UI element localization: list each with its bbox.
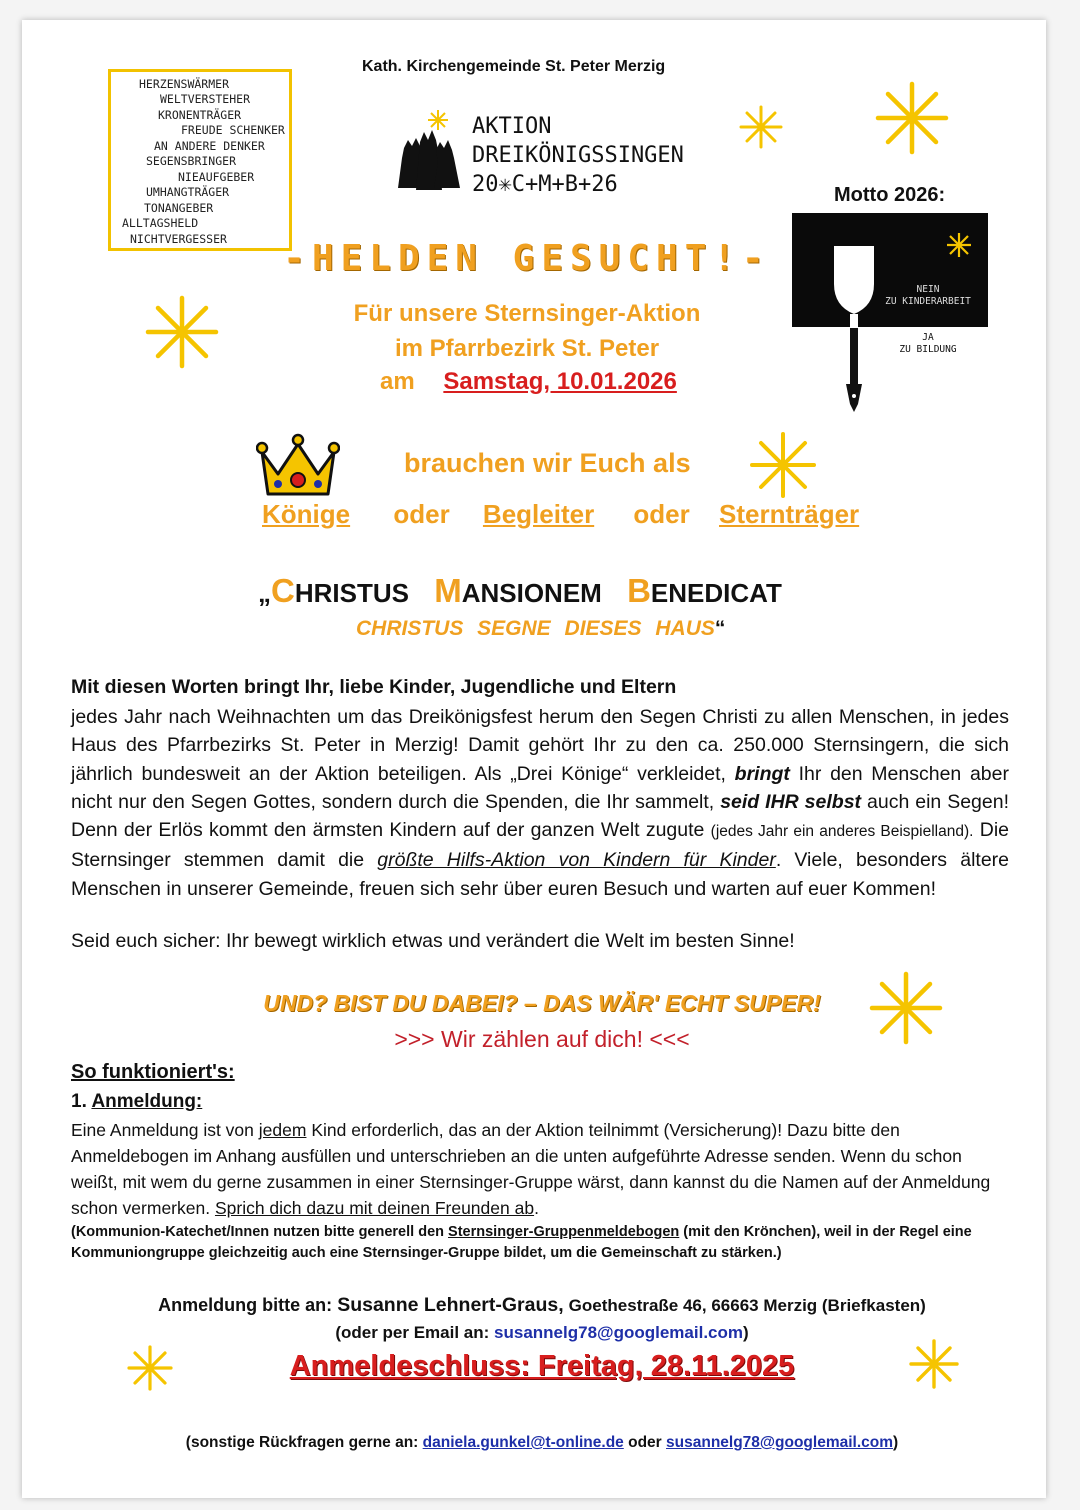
motto-no-sub: ZU KINDERARBEIT xyxy=(885,296,971,307)
intro-closing: Seid euch sicher: Ihr bewegt wirklich etwas und verändert die Welt im besten Sinne! xyxy=(71,930,795,952)
intro-text: Ihr den Menschen aber nicht nur den Segen Gottes, sondern durch die Spenden, die Ihr sammelt, xyxy=(71,762,1009,813)
quote-close: “ xyxy=(714,617,726,640)
acrostic-box xyxy=(108,69,292,251)
blessing-latin xyxy=(258,572,782,610)
contact-name: Susanne Lehnert-Graus, xyxy=(337,1294,564,1316)
intro-paren: (jedes Jahr ein anderes Beispielland). xyxy=(710,823,974,841)
acrostic-line: UMHANGTRÄGER xyxy=(146,185,230,199)
step-number: 1. xyxy=(71,1091,87,1112)
star-icon xyxy=(874,80,950,156)
three-kings-icon xyxy=(396,108,462,194)
star-icon xyxy=(868,970,944,1046)
contact-line xyxy=(62,1294,1022,1317)
blessing-word: HRISTUS xyxy=(294,578,409,608)
motto-no: NEIN xyxy=(916,284,940,295)
acrostic-line: NICHTVERGESSER xyxy=(130,232,227,246)
role-begleiter: Begleiter xyxy=(482,499,595,529)
contact-label: Anmeldung bitte an: xyxy=(158,1295,333,1315)
role-or: oder xyxy=(393,499,450,529)
motto-yes: JA xyxy=(922,332,934,343)
intro-text: auch ein Segen! Denn der Erlös kommt den ärmsten Kindern auf der ganzen Welt zugute xyxy=(71,790,1010,842)
blessing-word: ENEDICAT xyxy=(650,578,782,608)
star-icon xyxy=(946,232,972,258)
note-text: (Kommunion-Katechet/Innen nutzen bitte generell den xyxy=(71,1224,444,1240)
intro-heading: Mit diesen Worten bringt Ihr, liebe Kinder, Jugendliche und Eltern xyxy=(71,676,677,698)
roles-intro: brauchen wir Euch als xyxy=(404,448,691,478)
headline-subtitle xyxy=(262,296,792,366)
aktion-line: DREIKÖNIGSSINGEN xyxy=(472,143,684,168)
parish-name: Kath. Kirchengemeinde St. Peter Merzig xyxy=(362,58,666,75)
event-date: Samstag, 10.01.2026 xyxy=(443,368,677,395)
headline-line1: Für unsere Sternsinger-Aktion xyxy=(353,300,701,327)
date-am: am xyxy=(380,368,415,395)
step-text: . xyxy=(534,1198,539,1218)
other-email-link[interactable]: susannelg78@googlemail.com xyxy=(666,1434,894,1451)
blessing-cap: M xyxy=(434,572,462,609)
step-emph: jedem xyxy=(258,1120,307,1140)
step-label: Anmeldung: xyxy=(91,1091,203,1112)
intro-paragraph xyxy=(71,703,1009,903)
aktion-line: AKTION xyxy=(472,114,552,139)
intro-text: jedes Jahr nach Weihnachten um das Dreikönigsfest herum den Segen Christi zu allen Menschen, in jedes Haus des Pfarrbezirks St. Peter in Merzig! Damit gehört Ihr zu den ca. 250.000 Sternsingern, die sich jährlich bundesweit an der Aktion beteiligen. Als „Drei Könige“ verkleidet, xyxy=(71,706,1009,785)
step-text: Kind erforderlich, das an der Aktion teilnimmt (Versicherung)! Dazu bitte den Anmeldebogen im Anhang ausfüllen und unterschrieben an die unten aufgeführte Adresse senden. Wenn du schon weißt, mit wem du gerne zusammen in einer Sternsinger-Gruppe wärst, dann kannst du die Namen auf der Anmeldung schon vermerken. xyxy=(71,1120,991,1218)
role-koenige: Könige xyxy=(262,499,351,529)
blessing-translation xyxy=(356,617,725,641)
other-email-link[interactable]: daniela.gunkel@t-online.de xyxy=(422,1434,624,1451)
acrostic-line: SEGENSBRINGER xyxy=(146,154,237,168)
contact-address: Goethestraße 46, 66663 Merzig (Briefkasten) xyxy=(568,1296,926,1315)
step-paragraph xyxy=(71,1117,1011,1221)
intro-emph: bringt xyxy=(734,762,790,785)
role-or: oder xyxy=(633,499,690,529)
email-label: (oder per Email an: xyxy=(335,1323,490,1342)
intro-emph: seid IHR selbst xyxy=(720,790,862,813)
other-label: (sonstige Rückfragen gerne an: xyxy=(185,1434,419,1451)
other-close: ) xyxy=(893,1434,899,1451)
acrostic-line: ALLTAGSHELD xyxy=(122,216,199,230)
aktion-logo-text xyxy=(472,112,684,199)
shovel-pen-icon xyxy=(826,244,882,414)
roles-line xyxy=(262,499,859,530)
quote-open: „ xyxy=(258,578,271,608)
motto-box xyxy=(792,213,988,327)
callout-line2: >>> Wir zählen auf dich! <<< xyxy=(394,1026,690,1052)
aktion-line: 20✳C+M+B+26 xyxy=(472,172,618,197)
headline-line2: im Pfarrbezirk St. Peter xyxy=(394,335,660,362)
acrostic-line: TONANGEBER xyxy=(144,201,214,215)
acrostic-line: HERZENSWÄRMER xyxy=(139,77,230,91)
document-page xyxy=(22,20,1046,1498)
star-icon xyxy=(738,104,784,150)
email-close: ) xyxy=(743,1323,749,1342)
deadline: Anmeldeschluss: Freitag, 28.11.2025 xyxy=(289,1350,795,1382)
headline-title: -HELDEN GESUCHT!- xyxy=(283,238,771,279)
blessing-cap: C xyxy=(271,572,295,609)
callout-line1: UND? BIST DU DABEI? – DAS WÄR' ECHT SUPER! xyxy=(263,990,821,1016)
motto-yes-sub: ZU BILDUNG xyxy=(899,344,957,355)
note-form-name: Sternsinger-Gruppenmeldebogen xyxy=(448,1224,680,1240)
acrostic-line: AN ANDERE DENKER xyxy=(154,139,265,153)
step-text: Eine Anmeldung ist von xyxy=(71,1120,254,1140)
step-title xyxy=(71,1091,202,1113)
intro-text: Die Sternsinger stemmen damit die xyxy=(71,819,1009,872)
acrostic-line: NIEAUFGEBER xyxy=(178,170,255,184)
date-line xyxy=(380,368,677,396)
role-sterntraeger: Sternträger xyxy=(719,499,860,529)
blessing-german: CHRISTUS SEGNE DIESES HAUS xyxy=(356,617,715,640)
acrostic-line: WELTVERSTEHER xyxy=(160,92,251,106)
motto-label: Motto 2026: xyxy=(834,184,946,206)
note-text: (mit den Krönchen), weil in der Regel eine Kommuniongruppe gleichzeitig auch eine Sternsinger-Gruppe bildet, um die Gemeinschaft zu stärken.) xyxy=(71,1224,972,1261)
contact-email-line xyxy=(62,1323,1022,1343)
intro-text: . Viele, besonders ältere Menschen in unserer Gemeinde, freuen sich sehr über euren Besuch und warten auf euer Kommen! xyxy=(71,849,1009,900)
blessing-word: ANSIONEM xyxy=(461,578,602,608)
acrostic-line: KRONENTRÄGER xyxy=(158,108,242,122)
motto-yes-text xyxy=(884,332,972,356)
star-icon xyxy=(144,294,220,370)
other-or: oder xyxy=(628,1434,662,1451)
blessing-cap: B xyxy=(627,572,651,609)
other-contacts xyxy=(62,1434,1022,1452)
intro-emph-underline: größte Hilfs-Aktion von Kindern für Kinder xyxy=(377,849,776,872)
star-icon xyxy=(748,430,818,500)
motto-no-text xyxy=(880,284,976,308)
acrostic-line: FREUDE SCHENKER xyxy=(181,123,285,137)
howto-heading: So funktioniert's: xyxy=(71,1061,235,1083)
step-emph: Sprich dich dazu mit deinen Freunden ab xyxy=(214,1198,535,1218)
crown-icon xyxy=(256,430,340,504)
step-note xyxy=(71,1222,1016,1264)
contact-email-link[interactable]: susannelg78@googlemail.com xyxy=(494,1323,744,1342)
